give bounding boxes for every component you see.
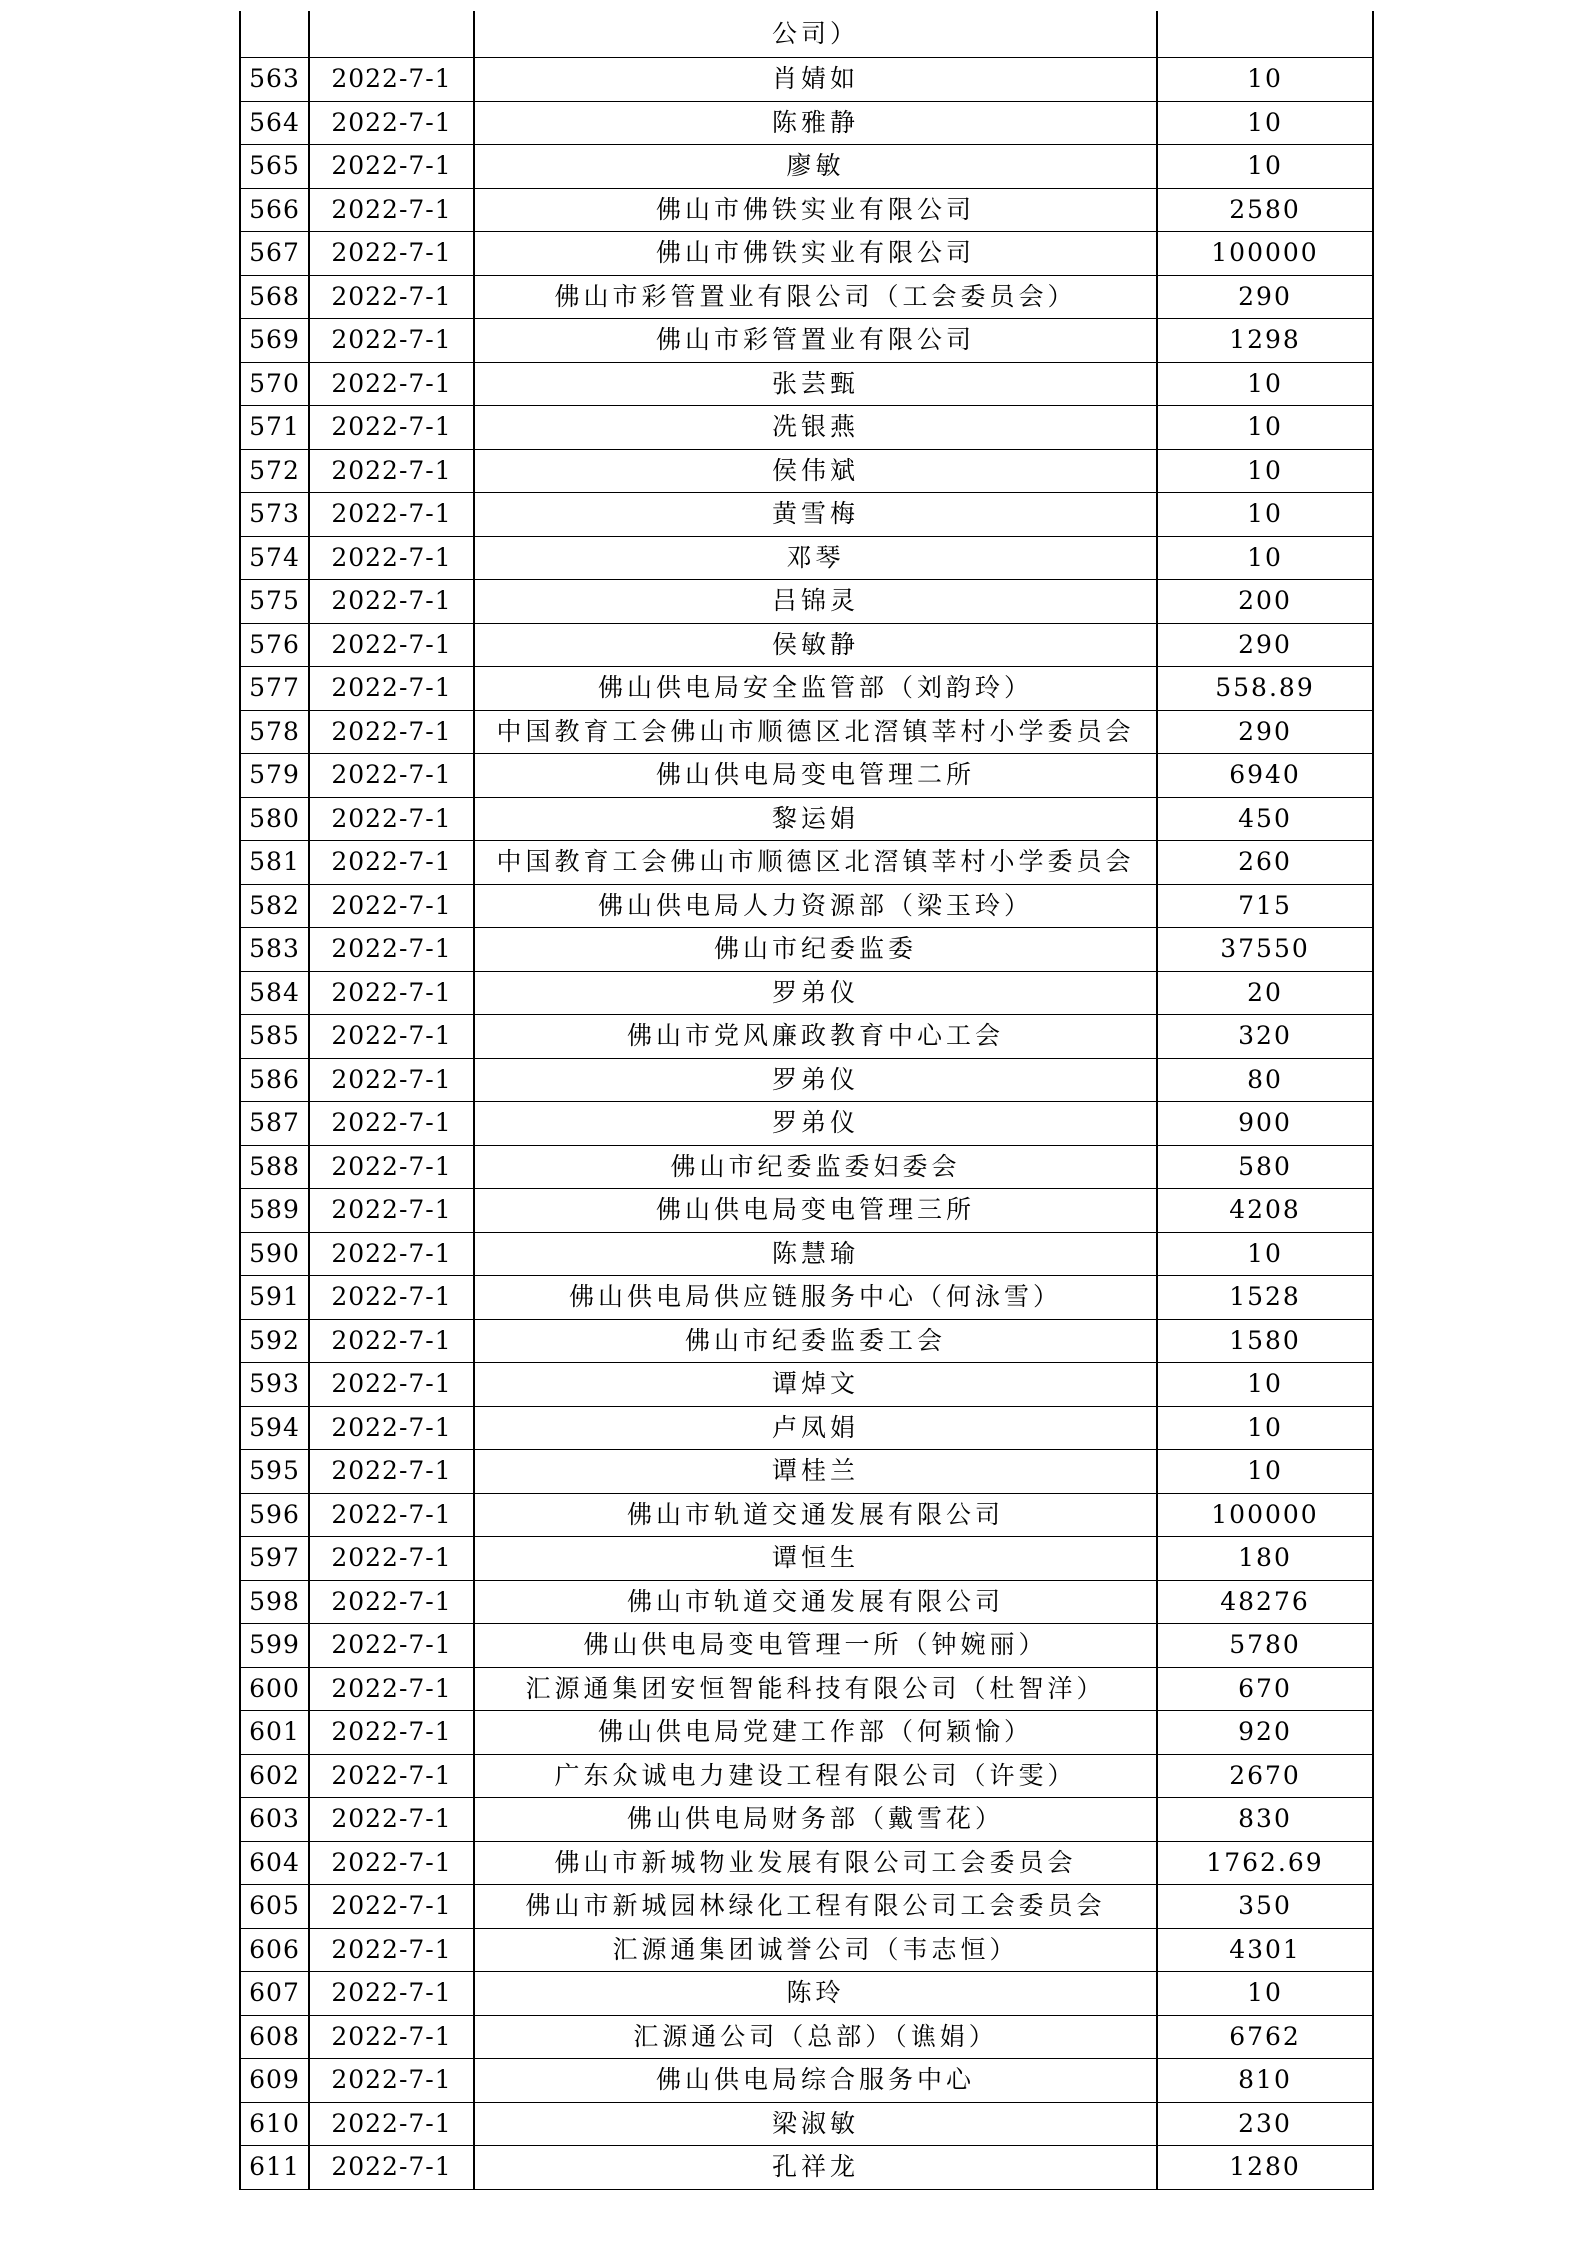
cell-index: 579 xyxy=(240,754,309,798)
cell-date: 2022-7-1 xyxy=(309,1885,474,1929)
cell-amount: 10 xyxy=(1157,1232,1373,1276)
cell-amount: 10 xyxy=(1157,145,1373,189)
table-row xyxy=(240,536,1373,580)
cell-amount: 10 xyxy=(1157,1363,1373,1407)
cell-amount: 10 xyxy=(1157,101,1373,145)
table-row xyxy=(240,1667,1373,1711)
cell-index: 586 xyxy=(240,1058,309,1102)
cell-index: 571 xyxy=(240,406,309,450)
cell-amount: 20 xyxy=(1157,971,1373,1015)
cell-amount: 450 xyxy=(1157,797,1373,841)
cell-donor-name: 陈雅静 xyxy=(474,101,1157,145)
table-row xyxy=(240,2146,1373,2190)
cell-amount: 10 xyxy=(1157,449,1373,493)
cell-date: 2022-7-1 xyxy=(309,1102,474,1146)
table-row xyxy=(240,1319,1373,1363)
cell-donor-name: 孔祥龙 xyxy=(474,2146,1157,2190)
cell-index: 591 xyxy=(240,1276,309,1320)
cell-date: 2022-7-1 xyxy=(309,1537,474,1581)
cell-amount: 180 xyxy=(1157,1537,1373,1581)
cell-amount: 10 xyxy=(1157,406,1373,450)
cell-amount xyxy=(1157,11,1373,58)
cell-index: 576 xyxy=(240,623,309,667)
cell-index: 564 xyxy=(240,101,309,145)
table-row xyxy=(240,232,1373,276)
table-row xyxy=(240,1058,1373,1102)
cell-index: 568 xyxy=(240,275,309,319)
table-row xyxy=(240,1232,1373,1276)
cell-donor-name: 肖婧如 xyxy=(474,58,1157,102)
cell-donor-name: 佛山市轨道交通发展有限公司 xyxy=(474,1493,1157,1537)
cell-date: 2022-7-1 xyxy=(309,580,474,624)
cell-index: 610 xyxy=(240,2102,309,2146)
cell-date: 2022-7-1 xyxy=(309,1928,474,1972)
table-row xyxy=(240,884,1373,928)
table-row xyxy=(240,449,1373,493)
cell-amount: 670 xyxy=(1157,1667,1373,1711)
cell-donor-name: 谭焯文 xyxy=(474,1363,1157,1407)
cell-amount: 10 xyxy=(1157,362,1373,406)
cell-index: 594 xyxy=(240,1406,309,1450)
cell-date: 2022-7-1 xyxy=(309,449,474,493)
cell-donor-name: 中国教育工会佛山市顺德区北滘镇莘村小学委员会 xyxy=(474,710,1157,754)
table-row xyxy=(240,1711,1373,1755)
cell-donor-name: 汇源通公司（总部）（谯娟） xyxy=(474,2015,1157,2059)
cell-amount: 350 xyxy=(1157,1885,1373,1929)
cell-index: 584 xyxy=(240,971,309,1015)
cell-index: 566 xyxy=(240,188,309,232)
cell-donor-name: 佛山市佛铁实业有限公司 xyxy=(474,188,1157,232)
cell-donor-name: 黄雪梅 xyxy=(474,493,1157,537)
cell-date: 2022-7-1 xyxy=(309,319,474,363)
cell-date: 2022-7-1 xyxy=(309,1276,474,1320)
cell-date: 2022-7-1 xyxy=(309,623,474,667)
table-row xyxy=(240,1580,1373,1624)
table-row xyxy=(240,1972,1373,2016)
cell-donor-name: 佛山市纪委监委妇委会 xyxy=(474,1145,1157,1189)
cell-index: 593 xyxy=(240,1363,309,1407)
cell-index: 587 xyxy=(240,1102,309,1146)
cell-index: 611 xyxy=(240,2146,309,2190)
cell-date: 2022-7-1 xyxy=(309,1624,474,1668)
cell-date: 2022-7-1 xyxy=(309,101,474,145)
cell-amount: 10 xyxy=(1157,493,1373,537)
table-row xyxy=(240,2015,1373,2059)
cell-date: 2022-7-1 xyxy=(309,1058,474,1102)
cell-index: 588 xyxy=(240,1145,309,1189)
cell-index: 567 xyxy=(240,232,309,276)
cell-donor-name: 佛山供电局人力资源部（梁玉玲） xyxy=(474,884,1157,928)
cell-date: 2022-7-1 xyxy=(309,1145,474,1189)
table-row xyxy=(240,1754,1373,1798)
cell-date: 2022-7-1 xyxy=(309,1580,474,1624)
table-row xyxy=(240,362,1373,406)
cell-index: 607 xyxy=(240,1972,309,2016)
cell-donor-name: 佛山市彩管置业有限公司（工会委员会） xyxy=(474,275,1157,319)
cell-amount: 6762 xyxy=(1157,2015,1373,2059)
cell-amount: 6940 xyxy=(1157,754,1373,798)
cell-date: 2022-7-1 xyxy=(309,493,474,537)
cell-amount: 715 xyxy=(1157,884,1373,928)
cell-index: 600 xyxy=(240,1667,309,1711)
cell-date: 2022-7-1 xyxy=(309,1406,474,1450)
cell-amount: 810 xyxy=(1157,2059,1373,2103)
cell-date: 2022-7-1 xyxy=(309,1232,474,1276)
cell-index: 601 xyxy=(240,1711,309,1755)
cell-date: 2022-7-1 xyxy=(309,1015,474,1059)
cell-date: 2022-7-1 xyxy=(309,2102,474,2146)
cell-donor-name: 佛山供电局变电管理一所（钟婉丽） xyxy=(474,1624,1157,1668)
donation-table xyxy=(239,11,1374,2190)
cell-index: 569 xyxy=(240,319,309,363)
cell-amount: 10 xyxy=(1157,1972,1373,2016)
cell-index: 582 xyxy=(240,884,309,928)
cell-donor-name: 汇源通集团安恒智能科技有限公司（杜智洋） xyxy=(474,1667,1157,1711)
cell-donor-name: 冼银燕 xyxy=(474,406,1157,450)
cell-donor-name: 罗弟仪 xyxy=(474,1058,1157,1102)
cell-donor-name: 佛山供电局变电管理二所 xyxy=(474,754,1157,798)
cell-amount: 580 xyxy=(1157,1145,1373,1189)
cell-donor-name: 公司） xyxy=(474,11,1157,58)
cell-date: 2022-7-1 xyxy=(309,841,474,885)
cell-donor-name: 佛山市新城物业发展有限公司工会委员会 xyxy=(474,1841,1157,1885)
table-row xyxy=(240,1145,1373,1189)
cell-index: 578 xyxy=(240,710,309,754)
cell-amount: 290 xyxy=(1157,710,1373,754)
cell-donor-name: 邓琴 xyxy=(474,536,1157,580)
cell-date: 2022-7-1 xyxy=(309,667,474,711)
table-row xyxy=(240,2059,1373,2103)
table-row xyxy=(240,145,1373,189)
table-body xyxy=(240,11,1373,2189)
table-row xyxy=(240,493,1373,537)
cell-amount: 200 xyxy=(1157,580,1373,624)
cell-amount: 48276 xyxy=(1157,1580,1373,1624)
cell-donor-name: 陈慧瑜 xyxy=(474,1232,1157,1276)
cell-amount: 5780 xyxy=(1157,1624,1373,1668)
cell-index: 609 xyxy=(240,2059,309,2103)
table-row xyxy=(240,667,1373,711)
cell-date: 2022-7-1 xyxy=(309,1798,474,1842)
cell-date: 2022-7-1 xyxy=(309,1754,474,1798)
cell-date xyxy=(309,11,474,58)
cell-date: 2022-7-1 xyxy=(309,1972,474,2016)
cell-donor-name: 佛山供电局变电管理三所 xyxy=(474,1189,1157,1233)
cell-donor-name: 廖敏 xyxy=(474,145,1157,189)
cell-amount: 830 xyxy=(1157,1798,1373,1842)
table-row-continuation xyxy=(240,11,1373,58)
cell-date: 2022-7-1 xyxy=(309,1319,474,1363)
cell-amount: 10 xyxy=(1157,536,1373,580)
cell-index: 595 xyxy=(240,1450,309,1494)
cell-date: 2022-7-1 xyxy=(309,754,474,798)
cell-index: 606 xyxy=(240,1928,309,1972)
table-row xyxy=(240,1276,1373,1320)
cell-date: 2022-7-1 xyxy=(309,928,474,972)
table-row xyxy=(240,1493,1373,1537)
cell-amount: 290 xyxy=(1157,623,1373,667)
cell-amount: 10 xyxy=(1157,58,1373,102)
cell-index: 590 xyxy=(240,1232,309,1276)
cell-amount: 260 xyxy=(1157,841,1373,885)
table-row xyxy=(240,2102,1373,2146)
table-row xyxy=(240,1928,1373,1972)
cell-index: 603 xyxy=(240,1798,309,1842)
table-row xyxy=(240,406,1373,450)
table-row xyxy=(240,928,1373,972)
cell-amount: 2670 xyxy=(1157,1754,1373,1798)
cell-amount: 4301 xyxy=(1157,1928,1373,1972)
table-row xyxy=(240,101,1373,145)
cell-donor-name: 卢凤娟 xyxy=(474,1406,1157,1450)
cell-index: 572 xyxy=(240,449,309,493)
cell-donor-name: 佛山供电局财务部（戴雪花） xyxy=(474,1798,1157,1842)
cell-date: 2022-7-1 xyxy=(309,232,474,276)
cell-donor-name: 陈玲 xyxy=(474,1972,1157,2016)
cell-index: 608 xyxy=(240,2015,309,2059)
cell-index: 580 xyxy=(240,797,309,841)
table-row xyxy=(240,188,1373,232)
cell-index: 592 xyxy=(240,1319,309,1363)
cell-date: 2022-7-1 xyxy=(309,275,474,319)
cell-date: 2022-7-1 xyxy=(309,971,474,1015)
table-row xyxy=(240,1102,1373,1146)
table-row xyxy=(240,580,1373,624)
cell-donor-name: 汇源通集团诚誉公司（韦志恒） xyxy=(474,1928,1157,1972)
cell-amount: 2580 xyxy=(1157,188,1373,232)
cell-index: 599 xyxy=(240,1624,309,1668)
cell-amount: 1762.69 xyxy=(1157,1841,1373,1885)
cell-donor-name: 佛山供电局安全监管部（刘韵玲） xyxy=(474,667,1157,711)
cell-index: 604 xyxy=(240,1841,309,1885)
table-row xyxy=(240,1885,1373,1929)
cell-index: 575 xyxy=(240,580,309,624)
cell-donor-name: 佛山供电局综合服务中心 xyxy=(474,2059,1157,2103)
cell-date: 2022-7-1 xyxy=(309,58,474,102)
cell-amount: 10 xyxy=(1157,1406,1373,1450)
table-row xyxy=(240,275,1373,319)
cell-amount: 80 xyxy=(1157,1058,1373,1102)
cell-index: 589 xyxy=(240,1189,309,1233)
table-row xyxy=(240,1798,1373,1842)
cell-amount: 230 xyxy=(1157,2102,1373,2146)
cell-index: 577 xyxy=(240,667,309,711)
cell-index: 581 xyxy=(240,841,309,885)
cell-amount: 558.89 xyxy=(1157,667,1373,711)
cell-amount: 4208 xyxy=(1157,1189,1373,1233)
cell-index: 597 xyxy=(240,1537,309,1581)
cell-date: 2022-7-1 xyxy=(309,884,474,928)
table-row xyxy=(240,58,1373,102)
table-row xyxy=(240,971,1373,1015)
cell-amount: 100000 xyxy=(1157,232,1373,276)
cell-amount: 37550 xyxy=(1157,928,1373,972)
cell-date: 2022-7-1 xyxy=(309,406,474,450)
table-row xyxy=(240,319,1373,363)
cell-date: 2022-7-1 xyxy=(309,2059,474,2103)
cell-donor-name: 谭恒生 xyxy=(474,1537,1157,1581)
cell-index: 598 xyxy=(240,1580,309,1624)
cell-donor-name: 梁淑敏 xyxy=(474,2102,1157,2146)
cell-index: 574 xyxy=(240,536,309,580)
cell-index: 565 xyxy=(240,145,309,189)
cell-donor-name: 佛山供电局供应链服务中心（何泳雪） xyxy=(474,1276,1157,1320)
table-row xyxy=(240,754,1373,798)
cell-donor-name: 张芸甄 xyxy=(474,362,1157,406)
cell-index: 583 xyxy=(240,928,309,972)
table-row xyxy=(240,1450,1373,1494)
cell-amount: 1298 xyxy=(1157,319,1373,363)
cell-donor-name: 黎运娟 xyxy=(474,797,1157,841)
cell-index: 570 xyxy=(240,362,309,406)
cell-amount: 290 xyxy=(1157,275,1373,319)
cell-date: 2022-7-1 xyxy=(309,1667,474,1711)
cell-index: 573 xyxy=(240,493,309,537)
cell-amount: 900 xyxy=(1157,1102,1373,1146)
cell-donor-name: 佛山供电局党建工作部（何颖愉） xyxy=(474,1711,1157,1755)
cell-date: 2022-7-1 xyxy=(309,536,474,580)
table-row xyxy=(240,841,1373,885)
table-row xyxy=(240,797,1373,841)
cell-date: 2022-7-1 xyxy=(309,797,474,841)
cell-donor-name: 侯伟斌 xyxy=(474,449,1157,493)
cell-index xyxy=(240,11,309,58)
cell-donor-name: 罗弟仪 xyxy=(474,971,1157,1015)
cell-amount: 10 xyxy=(1157,1450,1373,1494)
cell-date: 2022-7-1 xyxy=(309,1189,474,1233)
cell-amount: 100000 xyxy=(1157,1493,1373,1537)
table-row xyxy=(240,1189,1373,1233)
cell-donor-name: 佛山市党风廉政教育中心工会 xyxy=(474,1015,1157,1059)
cell-date: 2022-7-1 xyxy=(309,1450,474,1494)
table-row xyxy=(240,1015,1373,1059)
table-row xyxy=(240,710,1373,754)
cell-index: 585 xyxy=(240,1015,309,1059)
cell-donor-name: 佛山市佛铁实业有限公司 xyxy=(474,232,1157,276)
cell-date: 2022-7-1 xyxy=(309,2146,474,2190)
table-row xyxy=(240,623,1373,667)
cell-index: 605 xyxy=(240,1885,309,1929)
cell-index: 596 xyxy=(240,1493,309,1537)
cell-date: 2022-7-1 xyxy=(309,710,474,754)
cell-donor-name: 吕锦灵 xyxy=(474,580,1157,624)
cell-donor-name: 佛山市彩管置业有限公司 xyxy=(474,319,1157,363)
cell-amount: 1528 xyxy=(1157,1276,1373,1320)
cell-donor-name: 广东众诚电力建设工程有限公司（许雯） xyxy=(474,1754,1157,1798)
cell-amount: 920 xyxy=(1157,1711,1373,1755)
table-row xyxy=(240,1406,1373,1450)
cell-date: 2022-7-1 xyxy=(309,1493,474,1537)
cell-donor-name: 罗弟仪 xyxy=(474,1102,1157,1146)
cell-index: 563 xyxy=(240,58,309,102)
cell-donor-name: 佛山市新城园林绿化工程有限公司工会委员会 xyxy=(474,1885,1157,1929)
table-row xyxy=(240,1624,1373,1668)
cell-amount: 1280 xyxy=(1157,2146,1373,2190)
cell-date: 2022-7-1 xyxy=(309,1711,474,1755)
cell-donor-name: 佛山市纪委监委 xyxy=(474,928,1157,972)
cell-amount: 1580 xyxy=(1157,1319,1373,1363)
table-row xyxy=(240,1841,1373,1885)
cell-index: 602 xyxy=(240,1754,309,1798)
cell-donor-name: 谭桂兰 xyxy=(474,1450,1157,1494)
cell-donor-name: 佛山市轨道交通发展有限公司 xyxy=(474,1580,1157,1624)
cell-amount: 320 xyxy=(1157,1015,1373,1059)
cell-date: 2022-7-1 xyxy=(309,145,474,189)
cell-date: 2022-7-1 xyxy=(309,188,474,232)
cell-donor-name: 佛山市纪委监委工会 xyxy=(474,1319,1157,1363)
cell-date: 2022-7-1 xyxy=(309,362,474,406)
cell-donor-name: 侯敏静 xyxy=(474,623,1157,667)
cell-date: 2022-7-1 xyxy=(309,2015,474,2059)
table-row xyxy=(240,1363,1373,1407)
cell-date: 2022-7-1 xyxy=(309,1363,474,1407)
cell-donor-name: 中国教育工会佛山市顺德区北滘镇莘村小学委员会 xyxy=(474,841,1157,885)
table-row xyxy=(240,1537,1373,1581)
cell-date: 2022-7-1 xyxy=(309,1841,474,1885)
